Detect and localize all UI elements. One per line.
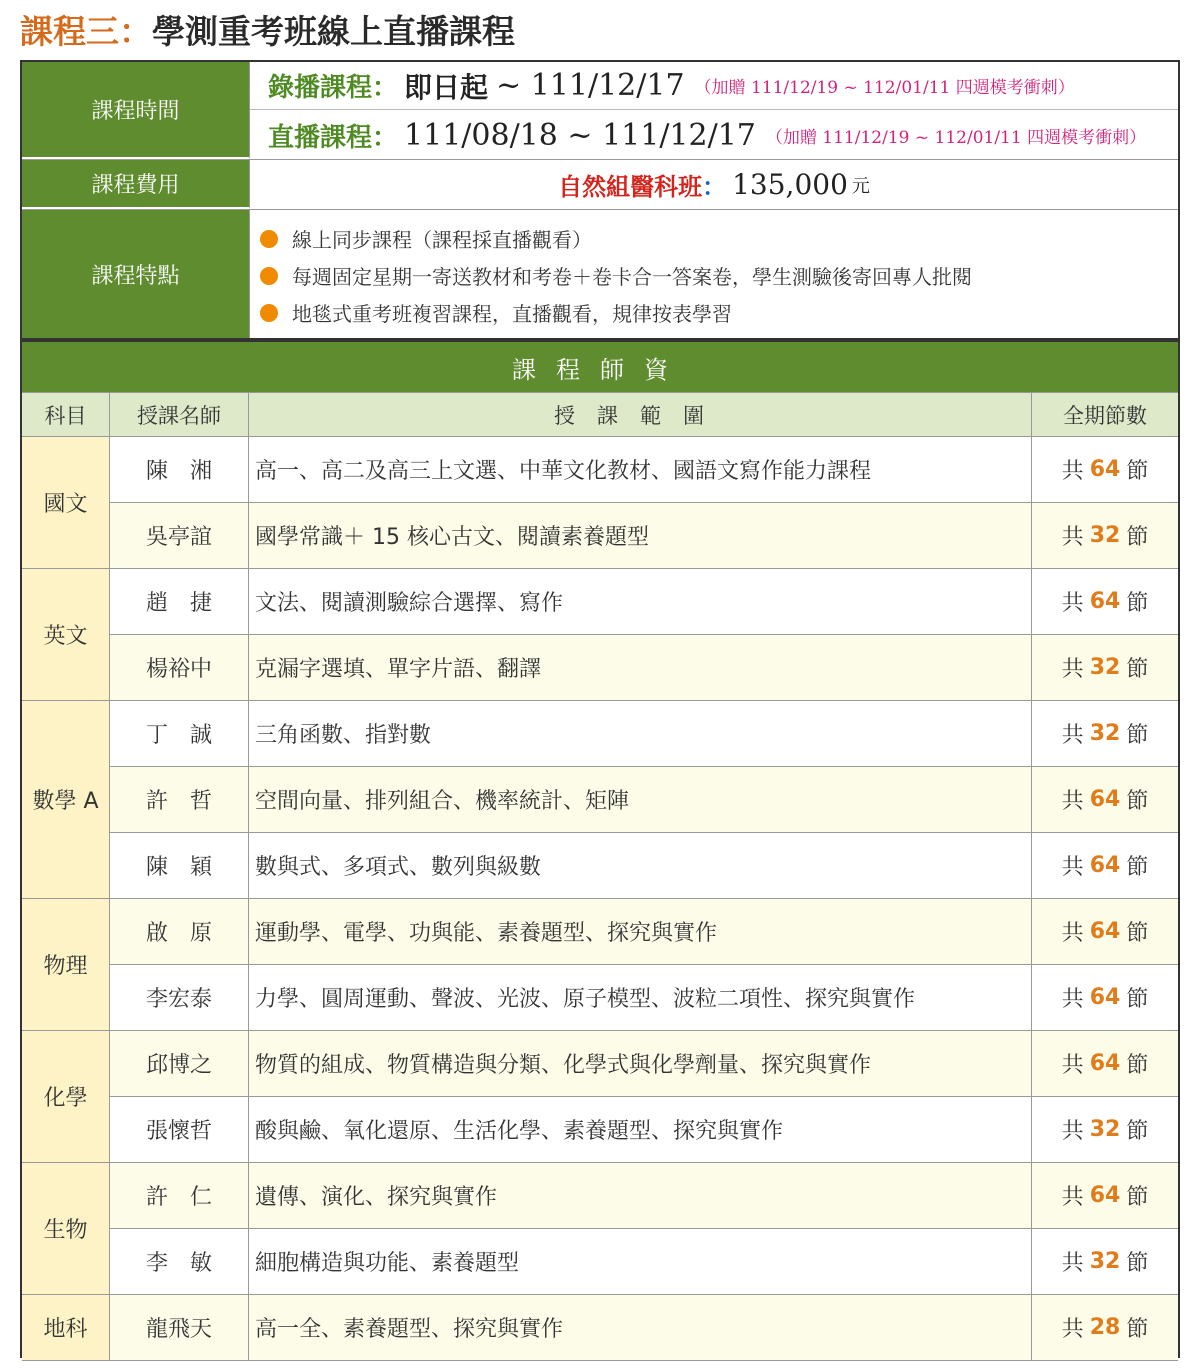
live-course-range: 111/08/18 ~ 111/12/17	[404, 117, 756, 153]
table-row	[110, 965, 1178, 1031]
table-row	[110, 701, 1178, 767]
table-row	[110, 767, 1178, 833]
table-row	[110, 1097, 1178, 1163]
count-prefix: 共	[1061, 987, 1084, 1012]
teacher-name: 吳亭誼	[110, 503, 249, 568]
page-title	[20, 10, 515, 54]
teacher-name: 張懷哲	[110, 1097, 249, 1162]
fee-class-name: 自然組醫科班	[558, 173, 703, 201]
count-prefix: 共	[1061, 591, 1084, 616]
count-suffix: 節	[1126, 789, 1149, 814]
table-row	[110, 635, 1178, 701]
teacher-name: 趙 捷	[110, 569, 249, 634]
course-scope: 文法、閱讀測驗綜合選擇、寫作	[249, 569, 1032, 634]
bullet-dot-icon	[260, 304, 278, 322]
fee-unit: 元	[851, 175, 870, 197]
fee-amount: 135,000	[732, 168, 848, 201]
count-suffix: 節	[1126, 1251, 1149, 1276]
header-subject: 科目	[22, 393, 110, 437]
count-number: 64	[1089, 853, 1121, 878]
count-number: 32	[1089, 1249, 1121, 1274]
course-scope: 力學、圓周運動、聲波、光波、原子模型、波粒二項性、探究與實作	[249, 965, 1032, 1030]
count-number: 32	[1089, 523, 1121, 548]
course-scope: 數與式、多項式、數列與級數	[249, 833, 1032, 898]
count-prefix: 共	[1061, 1317, 1084, 1342]
session-count	[1032, 1097, 1178, 1162]
count-number: 64	[1089, 589, 1121, 614]
count-number: 64	[1089, 1183, 1121, 1208]
count-suffix: 節	[1126, 855, 1149, 880]
teacher-name: 邱博之	[110, 1031, 249, 1096]
fee-value	[250, 160, 1178, 209]
teacher-name: 龍飛天	[110, 1295, 249, 1360]
count-suffix: 節	[1126, 525, 1149, 550]
session-count	[1032, 635, 1178, 700]
recorded-course-bonus: （加贈 111/12/19 ~ 112/01/11 四週模考衝刺）	[694, 78, 1075, 98]
course-scope: 物質的組成、物質構造與分類、化學式與化學劑量、探究與實作	[249, 1031, 1032, 1096]
subject-cell: 生物	[22, 1163, 110, 1295]
session-count	[1032, 1031, 1178, 1096]
count-prefix: 共	[1061, 1251, 1084, 1276]
count-prefix: 共	[1061, 657, 1084, 682]
count-prefix: 共	[1061, 1053, 1084, 1078]
teacher-name: 啟 原	[110, 899, 249, 964]
fee-label: 課程費用	[22, 160, 250, 209]
session-count	[1032, 767, 1178, 832]
table-row	[110, 569, 1178, 635]
count-prefix: 共	[1061, 855, 1084, 880]
feature-text: 地毯式重考班複習課程，直播觀看，規律按表學習	[292, 302, 732, 326]
recorded-course-start: 即日起	[404, 70, 489, 104]
feature-item	[260, 294, 1178, 331]
live-course-line	[250, 110, 1178, 160]
recorded-course-colon: ：	[372, 73, 399, 103]
count-prefix: 共	[1061, 1119, 1084, 1144]
session-count	[1032, 503, 1178, 568]
bullet-dot-icon	[260, 230, 278, 248]
header-teacher: 授課名師	[110, 393, 249, 437]
header-scope: 授課範圍	[249, 393, 1032, 437]
count-suffix: 節	[1126, 1185, 1149, 1210]
faculty-table	[20, 340, 1180, 1358]
count-prefix: 共	[1061, 723, 1084, 748]
count-number: 64	[1089, 919, 1121, 944]
session-count	[1032, 833, 1178, 898]
count-prefix: 共	[1061, 789, 1084, 814]
subject-cell: 地科	[22, 1295, 110, 1361]
table-row	[110, 1295, 1178, 1361]
subject-cell: 英文	[22, 569, 110, 701]
teacher-name: 丁 誠	[110, 701, 249, 766]
faculty-banner: 課程師資	[22, 340, 1178, 392]
count-suffix: 節	[1126, 591, 1149, 616]
count-suffix: 節	[1126, 1053, 1149, 1078]
live-course-colon: ：	[372, 122, 399, 153]
session-count	[1032, 1229, 1178, 1294]
course-scope: 酸與鹼、氧化還原、生活化學、素養題型、探究與實作	[249, 1097, 1032, 1162]
count-number: 32	[1089, 655, 1121, 680]
subject-cell: 國文	[22, 437, 110, 569]
teacher-name: 李 敏	[110, 1229, 249, 1294]
feature-item	[260, 257, 1178, 294]
count-number: 64	[1089, 457, 1121, 482]
teacher-name: 許 哲	[110, 767, 249, 832]
features-label: 課程特點	[22, 210, 250, 338]
session-count	[1032, 1163, 1178, 1228]
teacher-name: 楊裕中	[110, 635, 249, 700]
course-scope: 運動學、電學、功與能、素養題型、探究與實作	[249, 899, 1032, 964]
subject-cell: 化學	[22, 1031, 110, 1163]
feature-text: 每週固定星期一寄送教材和考卷＋卷卡合一答案卷，學生測驗後寄回專人批閱	[292, 265, 972, 289]
count-prefix: 共	[1061, 525, 1084, 550]
teacher-name: 陳 穎	[110, 833, 249, 898]
header-count: 全期節數	[1063, 404, 1147, 428]
subject-cell: 數學 A	[22, 701, 110, 899]
schedule-row	[22, 62, 1178, 160]
count-number: 32	[1089, 1117, 1121, 1142]
session-count	[1032, 965, 1178, 1030]
course-scope: 遺傳、演化、探究與實作	[249, 1163, 1032, 1228]
page-title-main: 學測重考班線上直播課程	[152, 12, 515, 51]
recorded-course-label: 錄播課程	[268, 73, 373, 103]
session-count	[1032, 1295, 1178, 1360]
course-scope: 克漏字選填、單字片語、翻譯	[249, 635, 1032, 700]
session-count	[1032, 701, 1178, 766]
teacher-name: 許 仁	[110, 1163, 249, 1228]
table-row	[110, 1163, 1178, 1229]
table-row	[110, 503, 1178, 569]
course-info-table	[20, 60, 1180, 340]
table-row	[110, 1229, 1178, 1295]
teacher-name: 陳 湘	[110, 437, 249, 502]
count-suffix: 節	[1126, 1317, 1149, 1342]
session-count	[1032, 569, 1178, 634]
table-row	[110, 1031, 1178, 1097]
count-prefix: 共	[1061, 459, 1084, 484]
count-suffix: 節	[1126, 921, 1149, 946]
count-number: 64	[1089, 1051, 1121, 1076]
count-prefix: 共	[1061, 921, 1084, 946]
count-number: 64	[1089, 787, 1121, 812]
count-number: 64	[1089, 985, 1121, 1010]
course-scope: 高一全、素養題型、探究與實作	[249, 1295, 1032, 1360]
faculty-table-header	[22, 392, 1178, 437]
session-count	[1032, 899, 1178, 964]
page-title-prefix: 課程三：	[20, 12, 152, 51]
count-number: 32	[1089, 721, 1121, 746]
session-count	[1032, 437, 1178, 502]
fee-colon: ：	[702, 173, 727, 201]
count-suffix: 節	[1126, 987, 1149, 1012]
live-course-label: 直播課程	[268, 122, 373, 153]
fee-row	[22, 160, 1178, 210]
course-scope: 三角函數、指對數	[249, 701, 1032, 766]
course-scope: 細胞構造與功能、素養題型	[249, 1229, 1032, 1294]
feature-text: 線上同步課程（課程採直播觀看）	[292, 228, 592, 252]
count-number: 28	[1089, 1315, 1121, 1340]
course-scope: 國學常識＋ 15 核心古文、閱讀素養題型	[249, 503, 1032, 568]
count-suffix: 節	[1126, 459, 1149, 484]
table-row	[110, 899, 1178, 965]
teacher-name: 李宏泰	[110, 965, 249, 1030]
recorded-course-line	[250, 62, 1178, 110]
live-course-bonus: （加贈 111/12/19 ~ 112/01/11 四週模考衝刺）	[765, 127, 1147, 148]
schedule-label: 課程時間	[22, 62, 250, 159]
count-suffix: 節	[1126, 1119, 1149, 1144]
subject-cell: 物理	[22, 899, 110, 1031]
table-row	[110, 833, 1178, 899]
features-list	[250, 210, 1178, 338]
course-scope: 空間向量、排列組合、機率統計、矩陣	[249, 767, 1032, 832]
bullet-dot-icon	[260, 267, 278, 285]
count-suffix: 節	[1126, 657, 1149, 682]
table-row	[110, 437, 1178, 503]
course-scope: 高一、高二及高三上文選、中華文化教材、國語文寫作能力課程	[249, 437, 1032, 502]
count-prefix: 共	[1061, 1185, 1084, 1210]
features-row	[22, 210, 1178, 338]
count-suffix: 節	[1126, 723, 1149, 748]
feature-item	[260, 220, 1178, 257]
recorded-course-range: ~ 111/12/17	[496, 68, 685, 103]
